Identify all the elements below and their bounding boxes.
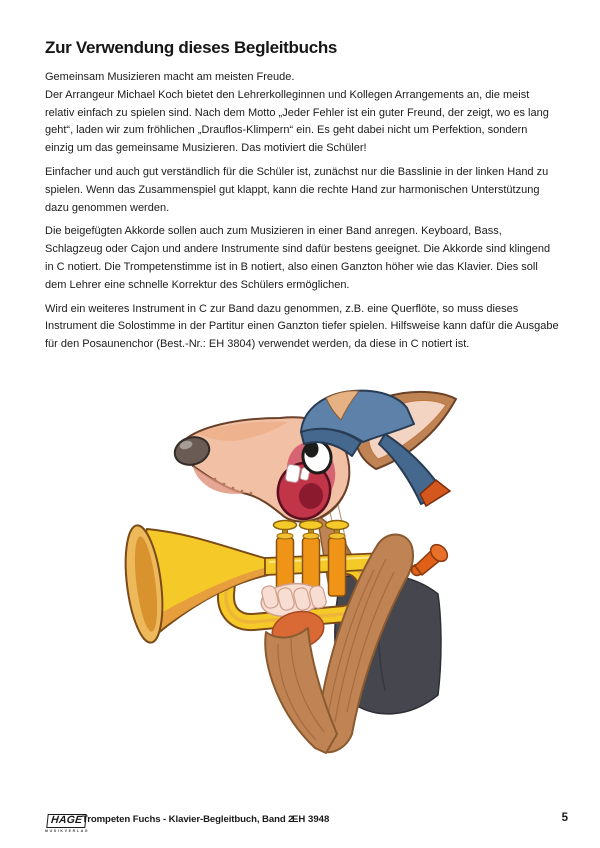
valve-1-cap <box>274 521 297 530</box>
paragraph-intro-line: Gemeinsam Musizieren macht am meisten Freude. <box>45 71 295 83</box>
footer <box>0 809 600 841</box>
trumpet-mouthpiece <box>412 541 451 575</box>
valve-3-cylinder <box>329 538 346 596</box>
valve-2-cap <box>300 521 323 530</box>
paragraph-intro: Der Arrangeur Michael Koch bietet den Lehrerkolleginnen und Kollegen Arrangements an, die meist relativ einfach zu spielen sind. Nach dem Motto „Jeder Fehler ist ein guter Freund, der zeigt, wo es lang geht“, laden wir zum fröhlichen „Drauflos-Klimpern“ ein. Es geht dabei nicht um Perfektion, sondern einzig um das gemeinsame Musizieren. Das motiviert die Schüler! <box>45 88 549 155</box>
valve-3-ring <box>329 533 345 539</box>
valve-1-ring <box>277 533 293 539</box>
fox-tooth-large <box>285 464 301 483</box>
fox-trumpet-illustration <box>95 382 485 802</box>
footer-series-title: Trompeten Fuchs - Klavier-Begleitbuch, Band 2 <box>82 814 294 825</box>
hage-logo-subtext: MUSIKVERLAG <box>45 829 90 833</box>
valve-3-cap <box>326 521 349 530</box>
footer-catalog-number: EH 3948 <box>292 814 330 825</box>
fox-trumpet-svg <box>95 382 485 802</box>
page-number: 5 <box>561 812 568 824</box>
paragraph-basslinie: Einfacher und auch gut verständlich für die Schüler ist, zunächst nur die Basslinie in der linken Hand zu spielen. Wenn das Zusammenspiel gut klappt, kann die rechte Hand zur harmonischen Unterstützung dazu genommen werden. <box>45 165 549 214</box>
valve-2-ring <box>303 533 319 539</box>
paragraph-weiteres-instrument: Wird ein weiteres Instrument in C zur Band dazu genommen, z.B. eine Querflöte, so muss dieses Instrument die Solostimme in der Partitur einen Ganzton tiefer spielen. Hilfsweise kann dafür die Ausgabe für den Posaunenchor (Best.-Nr.: EH 3804) verwendet werden, da diese in C notiert ist. <box>45 302 559 351</box>
hage-logo-box: HAGE <box>47 814 88 828</box>
page-title: Zur Verwendung dieses Begleitbuchs <box>45 38 338 57</box>
body-text <box>45 69 559 360</box>
paragraph-akkorde: Die beigefügten Akkorde sollen auch zum Musizieren in einer Band anregen. Keyboard, Bass, Schlagzeug oder Cajon und andere Instrumente sind dafür bestens geeignet. Die Akkorde sind klingend in C notiert. Die Trompetenstimme ist in B notiert, also einen Ganzton höher wie das Klavier. Dies soll dem Lehrer eine schnelle Korrektur des Schülers ermöglichen. <box>45 225 551 291</box>
